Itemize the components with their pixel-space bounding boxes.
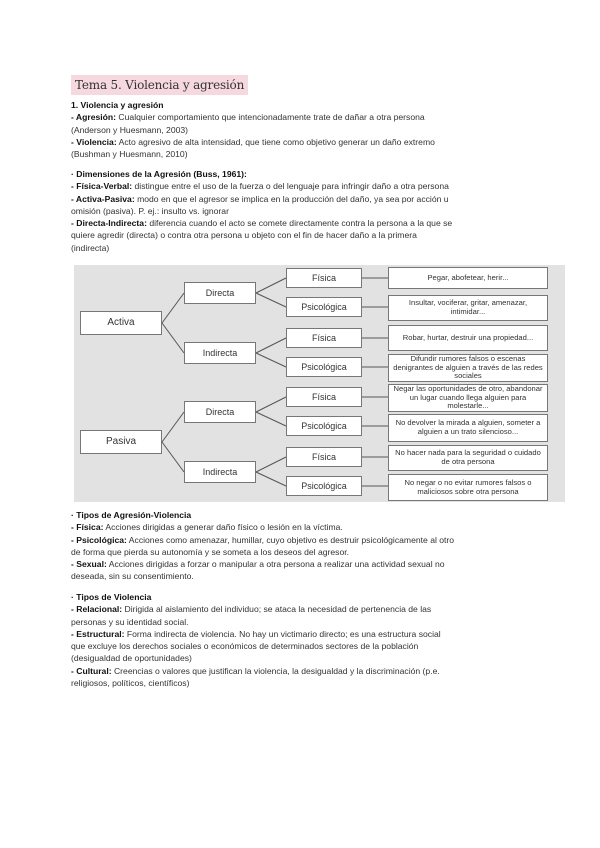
term-definition: deseada, sin su consentimiento. (71, 571, 194, 582)
term-definition: Forma indirecta de violencia. No hay un victimario directo; es una estructura social (124, 628, 441, 639)
aggression-dimensions-diagram (74, 265, 565, 502)
fisica-node: Física (286, 268, 362, 288)
psicologica-node: Psicológica (286, 476, 362, 496)
term-label: - Directa-Indirecta: (71, 218, 147, 229)
term-label: - Relacional: (71, 604, 123, 615)
directa-node: Directa (184, 401, 256, 423)
term-label: - Psicológica: (71, 534, 127, 545)
term-definition: diferencia cuando el acto se comete directamente contra la persona a la que se (146, 218, 453, 229)
psicologica-node: Psicológica (286, 416, 362, 436)
section-heading: · Tipos de Agresión-Violencia (71, 510, 192, 520)
section-violencia-agresion (71, 99, 531, 160)
section-heading: · Tipos de Violencia (71, 592, 152, 602)
example-box: Negar las oportunidades de otro, abandonar un lugar cuando llega alguien para molestarle... (388, 384, 548, 412)
example-box: Difundir rumores falsos o escenas denigrantes de alguien a través de las redes sociales (388, 354, 548, 382)
term-label: - Activa-Pasiva: (71, 193, 135, 204)
term-definition: omisión (pasiva). P. ej.: insulto vs. ignorar (71, 205, 229, 216)
page-title: Tema 5. Violencia y agresión (71, 75, 248, 95)
term-label: - Violencia: (71, 136, 117, 147)
reference: (Bushman y Huesmann, 2010) (71, 149, 188, 160)
fisica-node: Física (286, 447, 362, 467)
example-box: Robar, hurtar, destruir una propiedad... (388, 325, 548, 351)
example-box: No devolver la mirada a alguien, someter a alguien a un trato silencioso... (388, 414, 548, 442)
term-label: - Sexual: (71, 559, 107, 570)
example-box: Insultar, vociferar, gritar, amenazar, intimidar... (388, 295, 548, 321)
example-box: No hacer nada para la seguridad o cuidado de otra persona (388, 445, 548, 471)
term-definition: religiosos, políticos, científicos) (71, 678, 190, 689)
section-tipos-agresion (71, 509, 531, 583)
term-definition: Acciones como amenazar, humillar, cuyo objetivo es destruir psicológicamente al otro (126, 534, 455, 545)
term-definition: Acciones dirigidas a generar daño físico o lesión en la víctima. (103, 522, 343, 533)
term-definition: Dirigida al aislamiento del individuo; se ataca la necesidad de pertenencia de las (122, 604, 432, 615)
term-definition: modo en que el agresor se implica en la producción del daño, ya sea por acción u (134, 193, 449, 204)
term-label: - Física: (71, 522, 104, 533)
term-definition: que excluye los derechos sociales o económicos de determinados sectores de la población (71, 641, 419, 652)
fisica-node: Física (286, 328, 362, 348)
pasiva-node: Pasiva (80, 430, 162, 454)
term-definition: (desigualdad de oportunidades) (71, 653, 192, 664)
activa-node: Activa (80, 311, 162, 335)
term-definition: personas y su identidad social. (71, 616, 189, 627)
directa-node: Directa (184, 282, 256, 304)
section-heading: · Dimensiones de la Agresión (Buss, 1961): (71, 169, 247, 179)
term-definition: de forma que pierda su autonomía y se someta a los deseos del agresor. (71, 546, 350, 557)
section-dimensiones (71, 168, 531, 254)
term-definition: Acciones dirigidas a forzar o manipular a otra persona a realizar una actividad sexual no (106, 559, 445, 570)
term-definition: Acto agresivo de alta intensidad, que tiene como objetivo generar un daño extremo (116, 136, 435, 147)
term-label: - Agresión: (71, 112, 117, 123)
psicologica-node: Psicológica (286, 357, 362, 377)
example-box: No negar o no evitar rumores falsos o maliciosos sobre otra persona (388, 474, 548, 501)
term-label: - Cultural: (71, 665, 112, 676)
indirecta-node: Indirecta (184, 342, 256, 364)
term-definition: Creencias o valores que justifican la violencia, la desigualdad y la discriminación (p.e. (111, 665, 440, 676)
term-definition: distingue entre el uso de la fuerza o del lenguaje para infringir daño a otra persona (132, 181, 449, 192)
section-heading: 1. Violencia y agresión (71, 100, 164, 110)
psicologica-node: Psicológica (286, 297, 362, 317)
term-definition: quiere agredir (directa) o contra otra persona u objeto con el fin de hacer daño a la primera (71, 230, 417, 241)
term-label: - Física-Verbal: (71, 181, 133, 192)
term-definition: Cualquier comportamiento que intencionadamente trate de dañar a otra persona (116, 112, 425, 123)
term-definition: (indirecta) (71, 242, 110, 253)
example-box: Pegar, abofetear, herir... (388, 267, 548, 289)
indirecta-node: Indirecta (184, 461, 256, 483)
term-label: - Estructural: (71, 628, 125, 639)
reference: (Anderson y Huesmann, 2003) (71, 124, 189, 135)
section-tipos-violencia (71, 591, 531, 689)
fisica-node: Física (286, 387, 362, 407)
